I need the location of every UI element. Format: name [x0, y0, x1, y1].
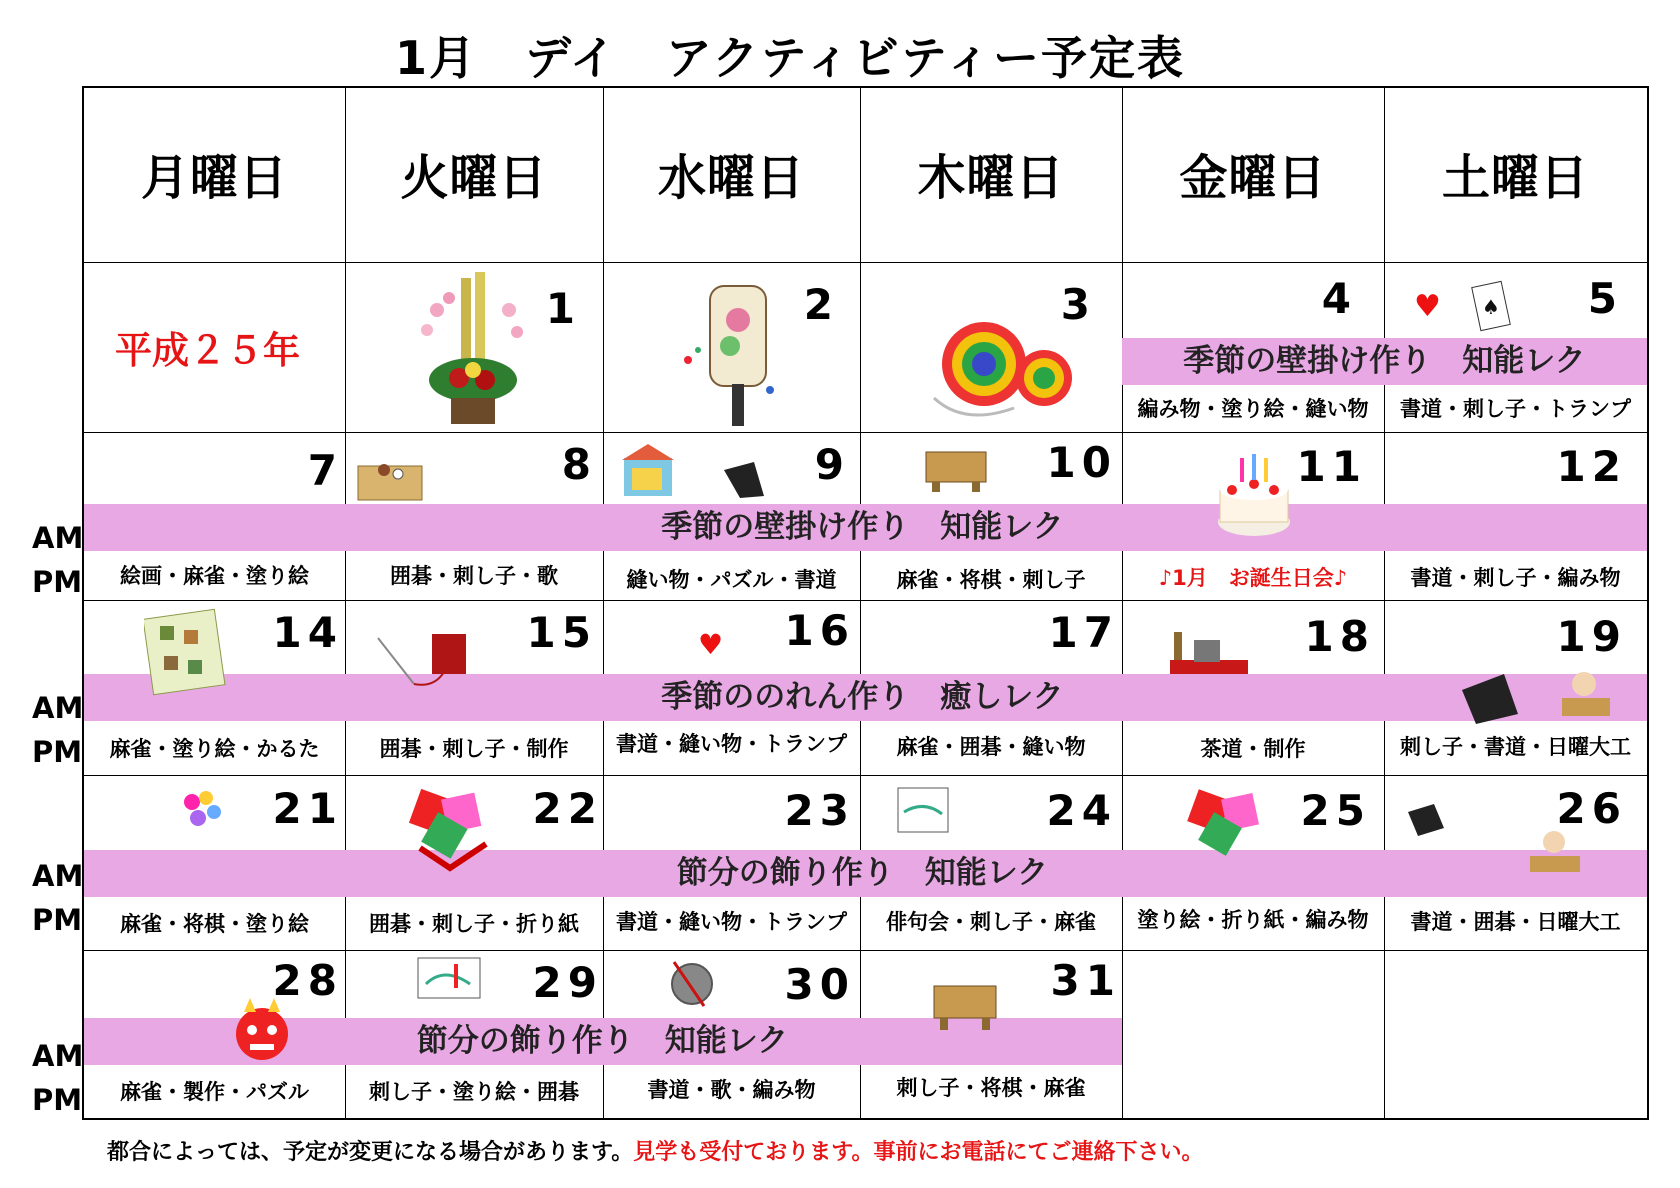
calligraphy-and-carpenter-icon	[1404, 792, 1590, 884]
birthday-party-label: ♪1月 お誕生日会♪	[1158, 566, 1348, 590]
activity: 絵画・麻雀・塗り絵	[120, 564, 309, 588]
playing-cards-icon	[1414, 278, 1564, 338]
haiku-paper-icon	[894, 782, 954, 838]
kadomatsu-illustration	[409, 270, 539, 430]
day-number: 24	[1046, 786, 1117, 835]
day-number: 14	[272, 608, 343, 657]
day-number: 12	[1556, 442, 1627, 491]
era-year-label: 平成２５年	[115, 329, 300, 372]
activity: 俳句会・刺し子・麻雀	[886, 910, 1096, 934]
activity: 茶道・制作	[1200, 737, 1306, 761]
flower-bouquet-icon	[172, 782, 232, 838]
pm-label: PM	[32, 1083, 83, 1117]
knitting-yarn-icon	[664, 956, 720, 1008]
band-text-week5: 節分の飾り作り 知能レク	[416, 1023, 789, 1059]
day-number: 28	[272, 956, 343, 1005]
sewing-thread-icon	[374, 628, 474, 694]
band-text-week3: 季節ののれん作り 癒しレク	[661, 679, 1064, 715]
pm-label: PM	[32, 735, 83, 769]
day-number: 10	[1046, 438, 1117, 487]
calendar-grid	[82, 86, 1649, 1120]
activity: 麻雀・塗り絵・かるた	[109, 737, 320, 761]
calligraphy-and-carpenter-icon	[1454, 644, 1614, 730]
day-number: 23	[784, 786, 855, 835]
house-and-brush-icon	[614, 440, 794, 504]
weekday-fri: 金曜日	[1179, 150, 1327, 206]
activity-fri-w1: 編み物・塗り絵・縫い物	[1137, 397, 1369, 421]
activity: 書道・囲碁・日曜大工	[1410, 910, 1621, 934]
band-text-week4: 節分の飾り作り 知能レク	[676, 855, 1049, 891]
origami-crane-icon	[1184, 788, 1278, 876]
day-number: 25	[1300, 786, 1371, 835]
karuta-cards-icon	[144, 608, 232, 698]
activity: 刺し子・書道・日曜大工	[1400, 735, 1631, 759]
activity: 囲碁・刺し子・折り紙	[369, 912, 579, 936]
day-number: 9	[814, 440, 850, 489]
am-label: AM	[32, 521, 84, 555]
oni-mask-icon	[222, 998, 302, 1066]
heart-card-icon	[694, 620, 734, 676]
footer-note	[107, 1135, 1204, 1166]
am-label: AM	[32, 859, 84, 893]
am-label: AM	[32, 1039, 84, 1073]
page-title: 1月 デイ アクティビティー予定表	[395, 31, 1186, 85]
activity: 囲碁・刺し子・歌	[390, 564, 558, 588]
day-number: 30	[784, 960, 855, 1009]
svg-text:♥: ♥	[1414, 289, 1441, 324]
coloring-book-icon	[414, 954, 488, 1004]
pm-label: PM	[32, 565, 83, 599]
footer-contact: 見学も受付ております。事前にお電話にてご連絡下さい。	[633, 1140, 1204, 1165]
pm-label: PM	[32, 903, 83, 937]
svg-text:♠: ♠	[1482, 295, 1500, 319]
day-number: 18	[1304, 612, 1375, 661]
day-number: 26	[1556, 784, 1627, 833]
activity: 塗り絵・折り紙・編み物	[1137, 908, 1369, 932]
activity: 麻雀・囲碁・縫い物	[896, 735, 1086, 759]
day-number: 7	[307, 446, 343, 495]
weekday-tue: 火曜日	[400, 150, 548, 206]
tea-ceremony-icon	[1164, 624, 1254, 680]
footer-notice: 都合によっては、予定が変更になる場合があります。	[107, 1140, 634, 1165]
day-number: 11	[1296, 442, 1367, 491]
day-number: 16	[784, 606, 855, 655]
activity: 麻雀・将棋・塗り絵	[120, 912, 309, 936]
activity: 麻雀・将棋・刺し子	[896, 568, 1086, 592]
activity-sat-w1: 書道・刺し子・トランプ	[1400, 397, 1631, 421]
svg-text:♥: ♥	[698, 628, 724, 661]
shogi-board-icon	[930, 968, 1004, 1034]
activity: 麻雀・製作・パズル	[120, 1080, 309, 1104]
day-number: 5	[1587, 274, 1623, 323]
day-number: 8	[561, 440, 597, 489]
activity: 刺し子・塗り絵・囲碁	[369, 1080, 579, 1104]
band-text-week2: 季節の壁掛け作り 知能レク	[661, 509, 1064, 545]
hagoita-icon	[674, 280, 784, 430]
day-number: 3	[1060, 280, 1096, 329]
day-number: 19	[1556, 612, 1627, 661]
spinning-top-icon	[924, 308, 1094, 426]
weekday-mon: 月曜日	[140, 150, 288, 206]
activity: 書道・縫い物・トランプ	[616, 910, 847, 934]
day-number: 1	[545, 284, 581, 333]
origami-crane-icon	[400, 788, 504, 876]
activity: 縫い物・パズル・書道	[626, 568, 837, 592]
band-text-week1: 季節の壁掛け作り 知能レク	[1183, 343, 1586, 379]
weekday-thu: 木曜日	[917, 150, 1065, 206]
day-number: 29	[532, 958, 603, 1007]
weekday-sat: 土曜日	[1441, 150, 1589, 206]
birthday-cake-icon	[1214, 444, 1294, 544]
day-number: 22	[532, 784, 603, 833]
day-number: 21	[272, 784, 343, 833]
activity: 刺し子・将棋・麻雀	[896, 1076, 1086, 1100]
shogi-board-icon	[922, 438, 992, 494]
am-label: AM	[32, 691, 84, 725]
activity: 書道・歌・編み物	[647, 1078, 816, 1102]
day-number: 4	[1321, 274, 1357, 323]
activity: 書道・刺し子・編み物	[1410, 566, 1621, 590]
activity: 書道・縫い物・トランプ	[616, 732, 847, 756]
day-number: 2	[803, 280, 839, 329]
day-number: 31	[1050, 956, 1121, 1005]
day-number: 17	[1048, 608, 1119, 657]
day-number: 15	[526, 608, 597, 657]
activity: 囲碁・刺し子・制作	[379, 737, 569, 761]
weekday-wed: 水曜日	[657, 150, 805, 206]
go-board-icon	[354, 454, 426, 508]
